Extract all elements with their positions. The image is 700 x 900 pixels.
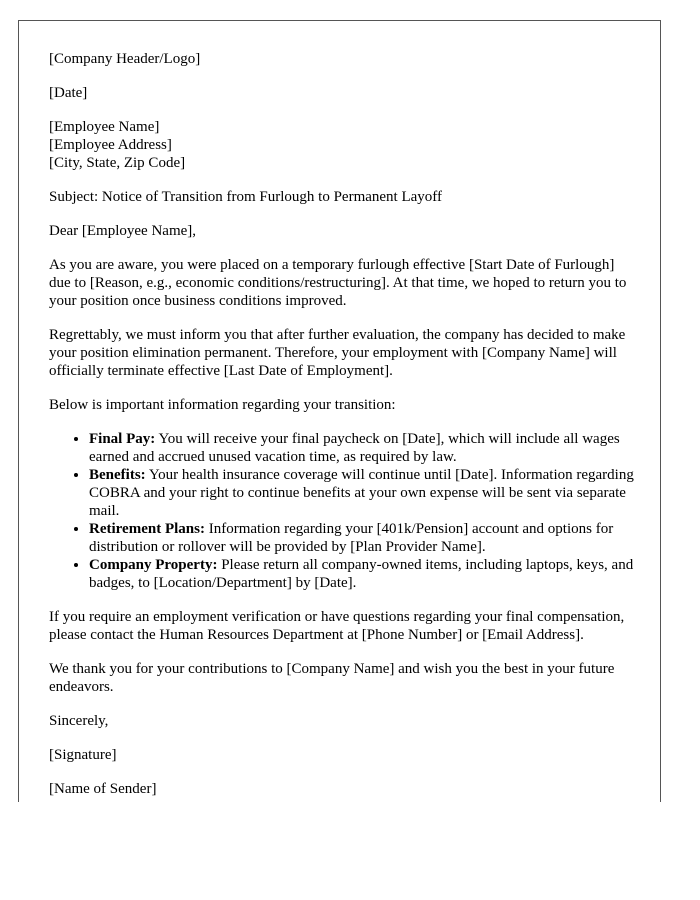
paragraph-thanks: We thank you for your contributions to [Company Name] and wish you the best in your future endeavors. — [49, 661, 615, 695]
signature: [Signature] — [49, 747, 117, 763]
item-term: Retirement Plans: — [89, 521, 205, 537]
paragraph-furlough: As you are aware, you were placed on a temporary furlough effective [Start Date of Furlough] due to [Reason, e.g., economic conditions/restructuring]. At that time, we hoped to return you to your position once business conditions improved. — [49, 257, 627, 309]
item-text: You will receive your final paycheck on [Date], which will include all wages earned and accrued unused vacation time, as required by law. — [89, 431, 620, 465]
paragraph-termination: Regrettably, we must inform you that after further evaluation, the company has decided to make your position elimination permanent. Therefore, your employment with [Company Name] will officially terminate effective [Last Date of Employment]. — [49, 327, 626, 379]
recipient-name: [Employee Name] — [49, 119, 160, 135]
list-item — [89, 520, 634, 556]
list-item — [89, 430, 634, 466]
closing: Sincerely, — [49, 713, 109, 729]
item-text: Your health insurance coverage will continue until [Date]. Information regarding COBRA and your right to continue benefits at your own expense will be sent via separate mail. — [89, 467, 634, 519]
greeting: Dear [Employee Name], — [49, 223, 197, 239]
company-header: [Company Header/Logo] — [49, 51, 201, 67]
item-text: Please return all company-owned items, including laptops, keys, and badges, to [Location/Department] by [Date]. — [89, 557, 634, 591]
item-term: Final Pay: — [89, 431, 156, 447]
item-text: Information regarding your [401k/Pension] account and options for distribution or rollover will be provided by [Plan Provider Name]. — [89, 521, 614, 555]
recipient-city: [City, State, Zip Code] — [49, 155, 186, 171]
recipient-address: [Employee Address] — [49, 137, 172, 153]
signer-name: [Name of Sender] — [49, 781, 157, 797]
paragraph-contact: If you require an employment verification or have questions regarding your final compensation, please contact the Human Resources Department at [Phone Number] or [Email Address]. — [49, 609, 625, 643]
recipient-block — [49, 118, 634, 172]
item-term: Company Property: — [89, 557, 218, 573]
letter-date: [Date] — [49, 85, 88, 101]
list-item — [89, 466, 634, 520]
list-item — [89, 556, 634, 592]
transition-info-list — [49, 430, 634, 592]
list-intro: Below is important information regarding your transition: — [49, 397, 396, 413]
letter-page — [18, 20, 661, 802]
subject-line: Subject: Notice of Transition from Furlough to Permanent Layoff — [49, 189, 443, 205]
letter-body — [49, 50, 634, 802]
item-term: Benefits: — [89, 467, 146, 483]
